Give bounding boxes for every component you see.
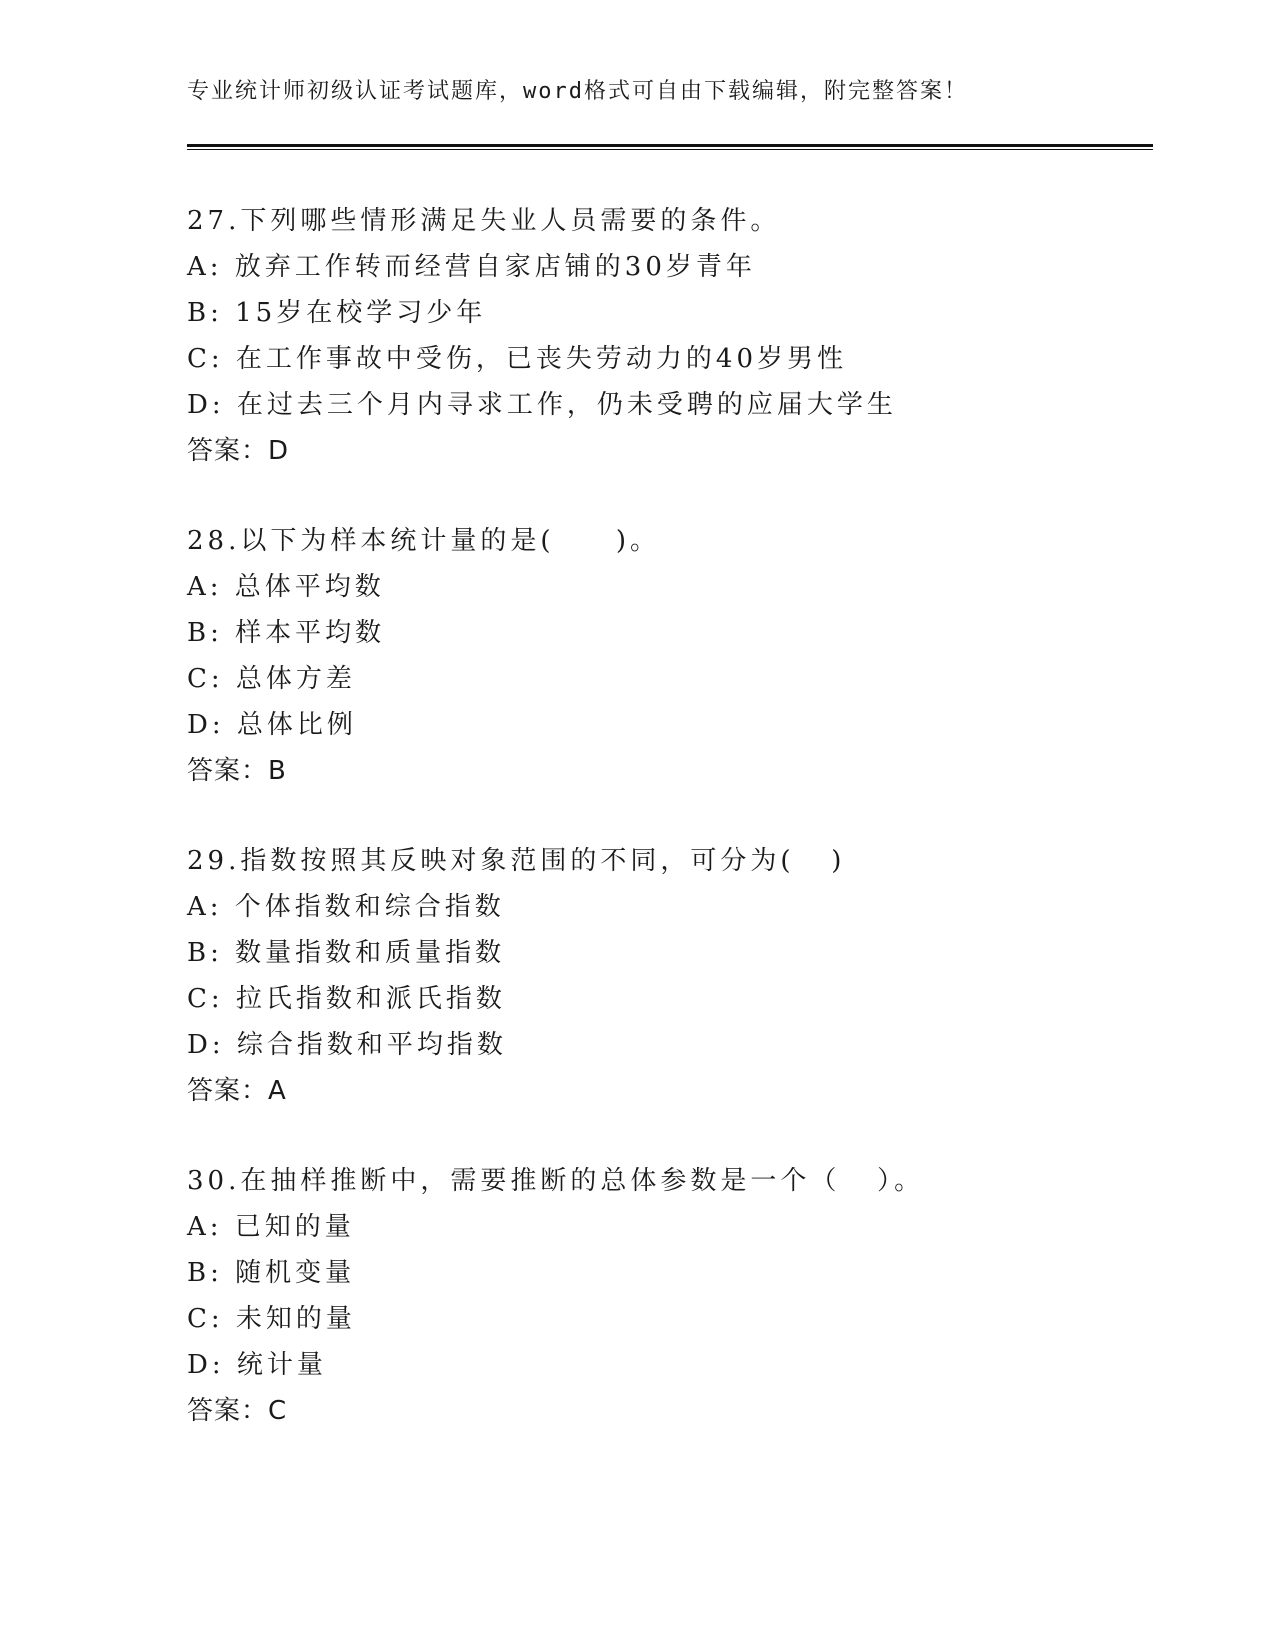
option-d: D: 总体比例 bbox=[187, 710, 357, 740]
option-d: D: 综合指数和平均指数 bbox=[187, 1030, 507, 1060]
option-a: A: 放弃工作转而经营自家店铺的30岁青年 bbox=[187, 252, 756, 282]
option-c: C: 总体方差 bbox=[187, 664, 356, 694]
option-b: B: 随机变量 bbox=[187, 1258, 356, 1288]
answer: 答案：A bbox=[187, 1076, 287, 1106]
option-c: C: 在工作事故中受伤，已丧失劳动力的40岁男性 bbox=[187, 344, 848, 374]
option-c: C: 未知的量 bbox=[187, 1304, 356, 1334]
option-b: B: 数量指数和质量指数 bbox=[187, 938, 506, 968]
header-rule-thick bbox=[187, 144, 1153, 147]
question-stem: 30.在抽样推断中，需要推断的总体参数是一个（ ）。 bbox=[187, 1166, 925, 1196]
option-d: D: 在过去三个月内寻求工作，仍未受聘的应届大学生 bbox=[187, 390, 897, 420]
answer: 答案：D bbox=[187, 436, 290, 466]
header-rule-thin bbox=[187, 149, 1153, 150]
option-d: D: 统计量 bbox=[187, 1350, 327, 1380]
question-stem: 28.以下为样本统计量的是( )。 bbox=[187, 526, 660, 556]
option-b: B: 样本平均数 bbox=[187, 618, 386, 648]
question-30 bbox=[187, 1158, 924, 1434]
question-27 bbox=[187, 198, 897, 474]
option-a: A: 总体平均数 bbox=[187, 572, 385, 602]
page-header: 专业统计师初级认证考试题库，word格式可自由下载编辑，附完整答案！ bbox=[187, 79, 968, 104]
question-stem: 27.下列哪些情形满足失业人员需要的条件。 bbox=[187, 206, 781, 236]
question-stem: 29.指数按照其反映对象范围的不同，可分为( ) bbox=[187, 846, 846, 876]
question-28 bbox=[187, 518, 660, 794]
option-a: A: 个体指数和综合指数 bbox=[187, 892, 505, 922]
option-b: B: 15岁在校学习少年 bbox=[187, 298, 487, 328]
option-c: C: 拉氏指数和派氏指数 bbox=[187, 984, 506, 1014]
answer: 答案：C bbox=[187, 1396, 288, 1426]
option-a: A: 已知的量 bbox=[187, 1212, 355, 1242]
answer: 答案：B bbox=[187, 756, 287, 786]
question-29 bbox=[187, 838, 845, 1114]
